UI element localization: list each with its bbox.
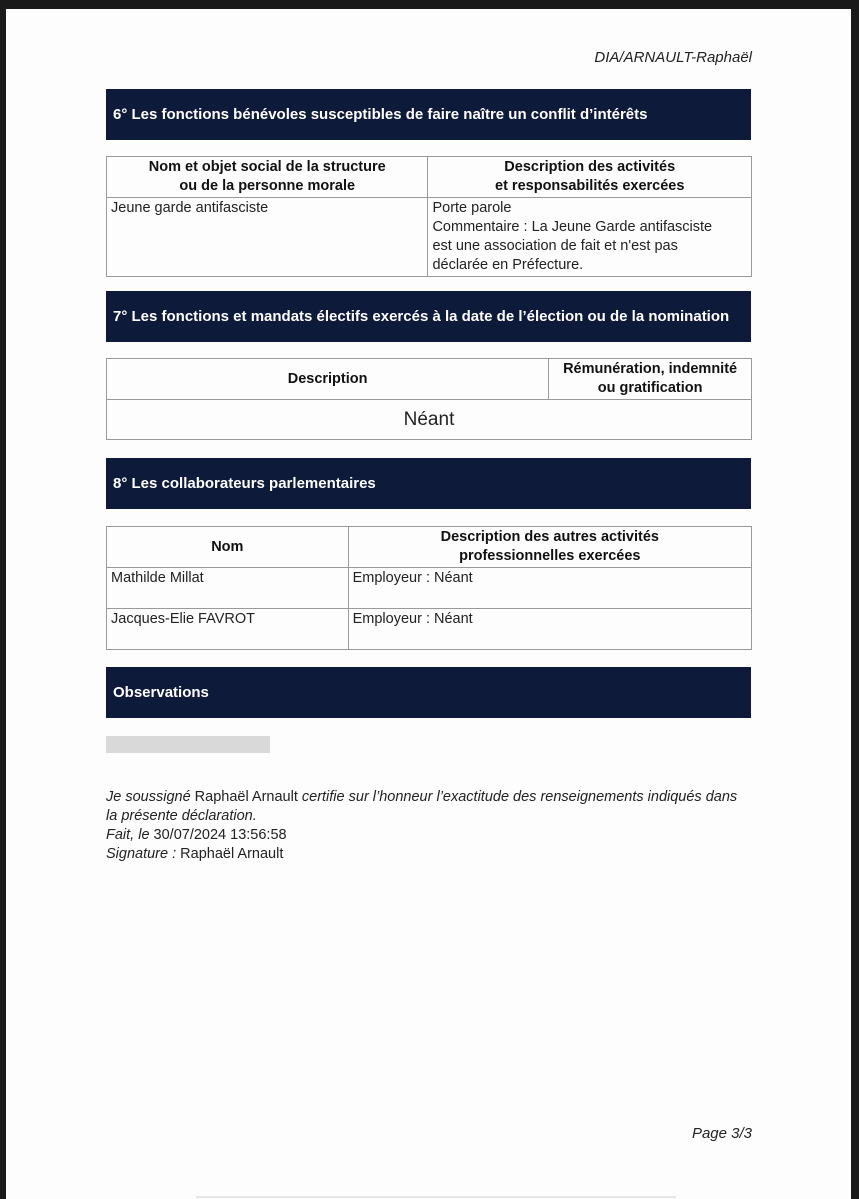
document-reference: DIA/ARNAULT-Raphaël: [594, 49, 752, 66]
attestation-text: certifie sur l’honneur l’exactitude des renseignements indiqués dans: [301, 789, 738, 805]
divider: [196, 1196, 676, 1198]
section-7-title: 7° Les fonctions et mandats électifs exercés à la date de l’élection ou de la nomination: [113, 308, 730, 325]
collaborator-activity: Employeur : Néant: [348, 568, 751, 609]
redacted-block: [106, 736, 270, 753]
section-7-col-description: Description: [107, 359, 549, 400]
section-6-table: [106, 156, 752, 277]
collaborator-name: Mathilde Millat: [107, 568, 349, 609]
table-row: [107, 568, 752, 609]
section-8-col-name: Nom: [107, 527, 349, 568]
signature-datetime: 30/07/2024 13:56:58: [153, 827, 287, 843]
section-8-col-activity: Description des autres activités professionnelles exercées: [348, 527, 751, 568]
collaborator-activity: Employeur : Néant: [348, 609, 751, 650]
section-8-title: 8° Les collaborateurs parlementaires: [113, 475, 376, 492]
observations-header: [106, 667, 751, 718]
signature-label: Signature :: [106, 846, 177, 862]
signature-value: Raphaël Arnault: [180, 846, 284, 862]
empty-value: Néant: [107, 400, 752, 440]
attestation: [106, 788, 766, 864]
table-row: [107, 198, 752, 277]
collaborator-name: Jacques-Elie FAVROT: [107, 609, 349, 650]
document-page: [6, 9, 851, 1199]
section-7-table: [106, 358, 752, 440]
section-6-header: [106, 89, 751, 140]
section-8-header: [106, 458, 751, 509]
section-8-table: [106, 526, 752, 650]
done-label: Fait, le: [106, 827, 150, 843]
structure-name: Jeune garde antifasciste: [107, 198, 428, 277]
section-7-col-remuneration: Rémunération, indemnité ou gratification: [549, 359, 752, 400]
section-6-col-name: Nom et objet social de la structure ou de la personne morale: [107, 157, 428, 198]
section-6-col-desc: Description des activités et responsabilités exercées: [428, 157, 752, 198]
section-7-header: [106, 291, 751, 342]
attestation-prefix: Je soussigné: [106, 789, 191, 805]
signer-name: Raphaël Arnault: [194, 789, 298, 805]
table-row: [107, 609, 752, 650]
section-6-title: 6° Les fonctions bénévoles susceptibles de faire naître un conflit d’intérêts: [113, 106, 648, 123]
attestation-text-2: la présente déclaration.: [106, 808, 257, 824]
activity-description: Porte parole Commentaire : La Jeune Garde antifasciste est une association de fait et n'est pas déclarée en Préfecture.: [428, 198, 752, 277]
page-number: Page 3/3: [691, 1125, 752, 1142]
observations-title: Observations: [113, 684, 209, 701]
